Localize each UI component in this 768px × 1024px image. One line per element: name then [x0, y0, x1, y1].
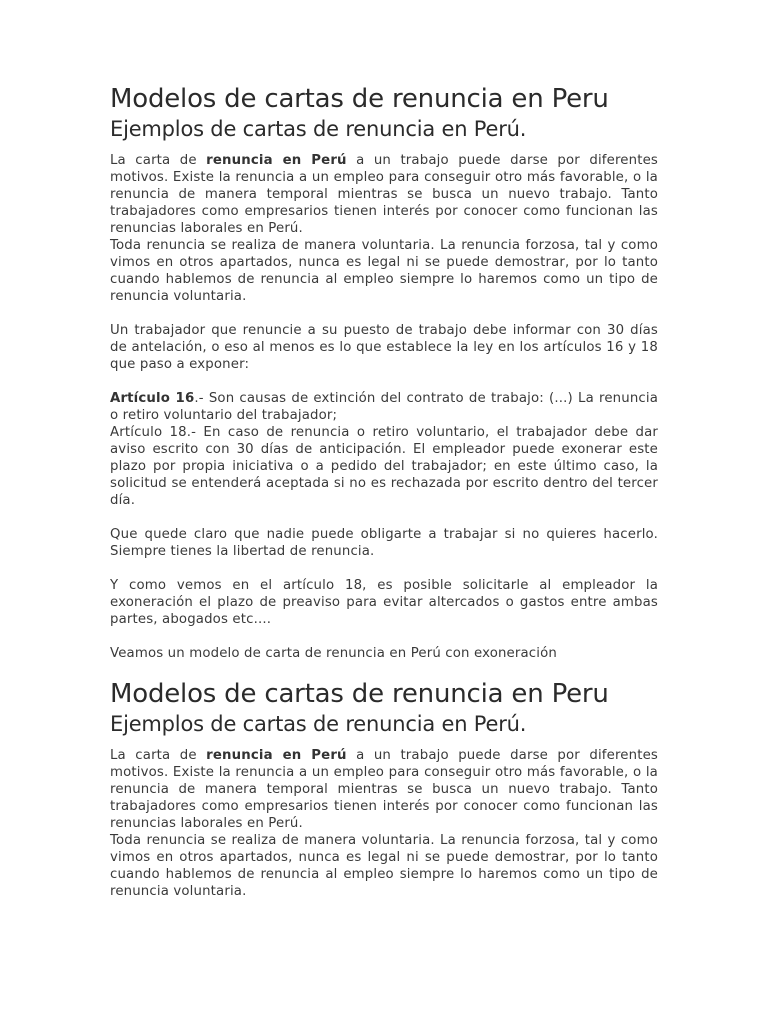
voluntary-paragraph-2: Toda renuncia se realiza de manera voluntaria. La renuncia forzosa, tal y como vimos en otros apartados, nunca es legal ni se puede demostrar, por lo tanto cuando hablemos de renuncia al empleo siempre lo haremos como un tipo de renuncia voluntaria. — [110, 833, 658, 899]
section-subtitle: Ejemplos de cartas de renuncia en Perú. — [110, 712, 527, 736]
article-16-label: Artículo 16 — [110, 391, 195, 406]
exoneration-paragraph: Y como vemos en el artículo 18, es posible solicitarle al empleador la exoneración el plazo de preaviso para evitar altercados o gastos entre ambas partes, abogados etc.... — [110, 578, 658, 627]
intro-paragraph — [110, 152, 658, 237]
intro-bold-term-2: renuncia en Perú — [206, 748, 347, 763]
document-page — [110, 84, 658, 900]
section-title: Modelos de cartas de renuncia en Peru — [110, 679, 609, 709]
intro-text-before: La carta de — [110, 153, 207, 168]
intro-text-after: a un trabajo puede darse por diferentes motivos. Existe la renuncia a un empleo para conseguir otro más favorable, o la renuncia de manera temporal mientras se busca un nuevo trabajo. Tanto trabajadores como empresarios tienen interés por conocer como funcionan las renuncias laborales en Perú. — [110, 153, 658, 236]
repeated-section — [110, 679, 658, 900]
article-16-text: .- Son causas de extinción del contrato de trabajo: (...) La renuncia o retiro voluntario del trabajador; — [110, 391, 658, 423]
notice-paragraph: Un trabajador que renuncie a su puesto de trabajo debe informar con 30 días de antelación, o eso al menos es lo que establece la ley en los artículos 16 y 18 que paso a exponer: — [110, 323, 658, 372]
voluntary-paragraph: Toda renuncia se realiza de manera voluntaria. La renuncia forzosa, tal y como vimos en otros apartados, nunca es legal ni se puede demostrar, por lo tanto cuando hablemos de renuncia al empleo siempre lo haremos como un tipo de renuncia voluntaria. — [110, 238, 658, 304]
page-title: Modelos de cartas de renuncia en Peru — [110, 84, 609, 114]
article-16-paragraph — [110, 390, 658, 424]
article-18-paragraph: Artículo 18.- En caso de renuncia o retiro voluntario, el trabajador debe dar aviso escrito con 30 días de anticipación. El empleador puede exonerar este plazo por propia iniciativa o a pedido del trabajador; en este último caso, la solicitud se entenderá aceptada si no es rechazada por escrito dentro del tercer día. — [110, 425, 658, 508]
model-intro-paragraph: Veamos un modelo de carta de renuncia en Perú con exoneración — [110, 646, 557, 661]
intro-text-before-2: La carta de — [110, 748, 207, 763]
intro-text-after-2: a un trabajo puede darse por diferentes motivos. Existe la renuncia a un empleo para conseguir otro más favorable, o la renuncia de manera temporal mientras se busca un nuevo trabajo. Tanto trabajadores como empresarios tienen interés por conocer como funcionan las renuncias laborales en Perú. — [110, 748, 658, 831]
page-subtitle: Ejemplos de cartas de renuncia en Perú. — [110, 117, 527, 141]
intro-paragraph-2 — [110, 747, 658, 832]
intro-bold-term: renuncia en Perú — [206, 153, 347, 168]
freedom-paragraph: Que quede claro que nadie puede obligarte a trabajar si no quieres hacerlo. Siempre tienes la libertad de renuncia. — [110, 527, 658, 559]
